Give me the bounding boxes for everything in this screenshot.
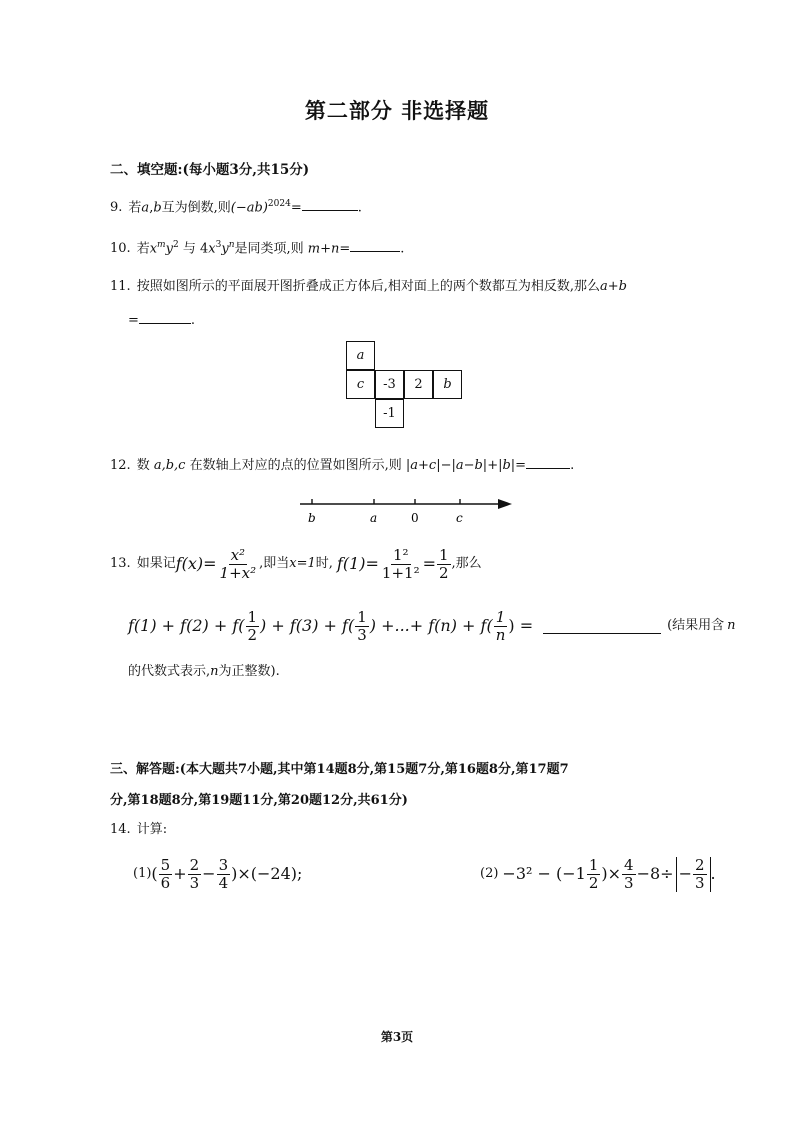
q14-part2-absolute (676, 857, 711, 892)
q14-text: 计算: (136, 822, 168, 837)
q13-fx-fraction (218, 547, 259, 582)
q14-p1-f1-num: 5 (160, 855, 171, 874)
q12-text-b: 在数轴上对应的点的位置如图所示,则 (189, 458, 402, 473)
net-cell-2: 2 (404, 370, 433, 399)
q10-equals: = (339, 241, 351, 257)
q13-condition: x=1 (289, 556, 316, 571)
q9-var-a: a (141, 200, 150, 216)
q10-term1-xexp: m (157, 240, 166, 250)
q14-number: 14. (110, 822, 131, 837)
q14-p2-abs-den: 3 (694, 873, 705, 892)
label-b: b (308, 511, 316, 525)
net-cell-minus1: -1 (375, 399, 404, 428)
q14-part1-plus: + (173, 864, 187, 883)
cube-net-diagram (346, 341, 466, 431)
label-a: a (370, 511, 378, 525)
question-9 (110, 195, 362, 217)
q9-answer-blank[interactable] (302, 198, 358, 211)
q14-p1-f2-den: 3 (189, 873, 200, 892)
q10-term2-y: y (221, 241, 229, 257)
q14-part1-frac1 (159, 857, 173, 892)
q12-equals: = (515, 458, 527, 473)
q10-term1-x: x (149, 241, 158, 257)
q13-note: (结果用含 (667, 618, 725, 633)
question-11 (110, 278, 627, 296)
q13-sum-part-a: f(1) + f(2) + f( (128, 616, 245, 635)
q10-text-b: 与 (182, 241, 196, 257)
q10-expression: m+n (307, 241, 340, 257)
section3-heading-line2: 分,第18题8分,第19题11分,第20题12分,共61分) (110, 793, 408, 808)
q14-part1 (133, 852, 302, 896)
q9-var-b: b (153, 200, 162, 216)
q10-term1-y: y (165, 241, 173, 257)
q13-answer-blank[interactable] (543, 619, 661, 634)
q13-line3-text: 的代数式表示, (128, 664, 211, 679)
label-zero: 0 (411, 511, 419, 525)
q13-f1-fraction (380, 547, 422, 582)
q10-term2-yexp: n (228, 240, 235, 250)
q9-text-b: 互为倒数,则 (161, 200, 231, 216)
q12-end: . (570, 458, 575, 473)
q13-frac-n-den: n (495, 625, 506, 644)
q14-p2-f2-den: 3 (624, 873, 634, 892)
q13-equals: = (422, 554, 436, 573)
q14-part2-frac2 (622, 857, 636, 892)
q10-term1-yexp: 2 (172, 240, 179, 250)
question-14 (110, 821, 167, 839)
q14-part1-open: ( (151, 864, 158, 883)
q11-number: 11. (110, 279, 131, 294)
q11-expression: a+b (599, 279, 627, 294)
section2-heading: 二、填空题:(每小题3分,共15分) (110, 162, 310, 178)
q13-fx: f(x)= (175, 554, 217, 573)
q13-fx-denominator: 1+x² (219, 563, 257, 582)
question-10 (110, 236, 404, 258)
q14-part2-b: )× (601, 864, 622, 883)
q9-number: 9. (110, 200, 123, 216)
q13-sum-expression (128, 604, 736, 648)
q13-f1-denominator: 1+1² (381, 563, 420, 582)
q10-text-a: 若 (136, 241, 150, 257)
q14-part2-label: (2) (480, 866, 499, 881)
q10-answer-blank[interactable] (350, 239, 400, 252)
q14-p2-abs-num: 2 (694, 855, 705, 874)
q13-text-a: 如果记 (136, 556, 176, 571)
q13-frac-half-num: 1 (247, 607, 258, 626)
q13-text-d: ,那么 (451, 556, 482, 571)
q9-comma: , (149, 200, 154, 216)
q13-frac-third (355, 609, 369, 644)
q13-sum-part-b: ) + f(3) + f( (260, 616, 355, 635)
q13-half-numerator: 1 (439, 545, 449, 564)
q14-p1-f1-den: 6 (160, 873, 171, 892)
q10-number: 10. (110, 241, 131, 257)
question-13 (110, 542, 482, 586)
q14-part2-a: −3² − (−1 (502, 864, 586, 883)
q14-part1-label: (1) (133, 866, 152, 881)
q14-p1-f3-num: 3 (218, 855, 229, 874)
q9-text: 若 (128, 200, 142, 216)
net-cell-a: a (346, 341, 375, 370)
q14-part1-frac2 (188, 857, 202, 892)
q14-part2-c: −8÷ (636, 864, 674, 883)
q13-number: 13. (110, 556, 131, 571)
q13-note-n: n (727, 618, 736, 633)
q14-part2-abs-frac (693, 857, 707, 892)
q13-half-denominator: 2 (439, 563, 449, 582)
q13-frac-third-num: 1 (357, 607, 367, 626)
q13-frac-third-den: 3 (357, 625, 367, 644)
q13-line3 (128, 663, 280, 681)
net-cell-minus3: -3 (375, 370, 404, 399)
q11-line2 (128, 311, 195, 330)
q9-equals: = (290, 200, 302, 216)
q13-text-b: ,即当 (259, 556, 290, 571)
q13-f1: f(1)= (336, 554, 379, 573)
q14-p1-f2-num: 2 (189, 855, 200, 874)
q14-part1-minus: − (202, 864, 216, 883)
q13-line3-n: n (210, 664, 219, 679)
q13-sum-part-c: ) +...+ f(n) + f( (369, 616, 493, 635)
q14-p2-f2-num: 4 (624, 855, 634, 874)
q14-p2-f1-num: 1 (588, 855, 599, 874)
page-number: 第3页 (380, 1030, 414, 1044)
q10-text-c: 是同类项,则 (234, 241, 304, 257)
q14-part2 (480, 852, 716, 896)
label-c: c (456, 511, 463, 525)
q14-part1-frac3 (217, 857, 231, 892)
q14-part2-abs-minus: − (678, 864, 692, 883)
q12-vars: a,b,c (153, 458, 186, 473)
q13-frac-n-num: 1 (495, 607, 506, 626)
q13-line3-end: 为正整数). (218, 664, 280, 679)
q11-text: 按照如图所示的平面展开图折叠成正方体后,相对面上的两个数都互为相反数,那么 (136, 279, 600, 294)
question-12 (110, 456, 574, 475)
q13-frac-half (246, 609, 260, 644)
q13-half-fraction (437, 547, 451, 582)
q10-end: . (400, 241, 405, 257)
q14-part2-end: . (710, 864, 716, 883)
q14-part1-end: )×(−24); (231, 864, 303, 883)
q12-text-a: 数 (136, 458, 150, 473)
q13-fx-numerator: x² (230, 545, 246, 564)
q14-p1-f3-den: 4 (218, 873, 229, 892)
q14-p2-f1-den: 2 (588, 873, 599, 892)
net-cell-c: c (346, 370, 375, 399)
q9-exponent: 2024 (267, 199, 291, 209)
q11-equals: = (128, 313, 139, 328)
q13-text-c: 时, (315, 556, 333, 571)
q13-f1-numerator: 1² (392, 545, 409, 564)
number-line-diagram (290, 490, 520, 530)
q10-term2-coef: 4 (199, 241, 209, 257)
q11-answer-blank[interactable] (139, 311, 191, 324)
q9-end: . (357, 200, 362, 216)
q14-part2-frac1 (587, 857, 601, 892)
q13-frac-n (494, 609, 508, 644)
q9-expression: (−ab) (230, 200, 268, 216)
q12-number: 12. (110, 458, 131, 473)
section3-heading-line1: 三、解答题:(本大题共7小题,其中第14题8分,第15题7分,第16题8分,第17题7 (110, 762, 569, 777)
q10-term2-x: x (208, 241, 216, 257)
net-cell-b: b (433, 370, 462, 399)
q11-end: . (190, 313, 196, 328)
q12-expression: |a+c|−|a−b|+|b| (405, 458, 516, 473)
q10-term2-xexp: 3 (215, 240, 222, 250)
page-title: 第二部分 非选择题 (304, 98, 490, 123)
q13-frac-half-den: 2 (247, 625, 258, 644)
number-line-arrow (498, 499, 512, 509)
q12-answer-blank[interactable] (526, 456, 570, 469)
q13-sum-part-d: ) = (508, 616, 534, 635)
